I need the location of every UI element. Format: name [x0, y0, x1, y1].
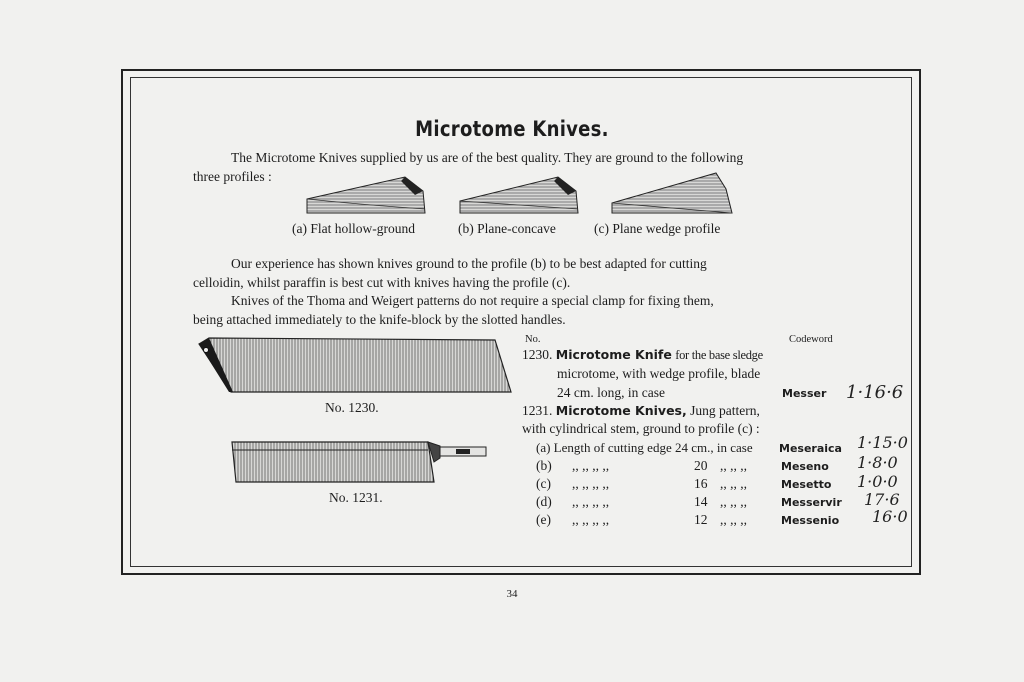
size-row-e-size: 12 [694, 512, 708, 527]
profile-b-illustration [458, 171, 580, 217]
experience-line-2: celloidin, whilst paraffin is best cut with knives having the profile (c). [193, 275, 571, 290]
item-1230-number: 1230. [522, 347, 553, 362]
experience-line-1: Our experience has shown knives ground to the profile (b) to be best adapted for cutting [231, 256, 707, 271]
size-row-a-label: (a) Length of cutting edge 24 cm., in case [536, 440, 753, 455]
experience-paragraph [193, 254, 849, 292]
size-row-e-codeword: Messenio [781, 514, 840, 527]
intro-line-1: The Microtome Knives supplied by us are of the best quality. They are ground to the following [231, 150, 744, 165]
size-row-e-label: (e) [536, 512, 551, 527]
size-row-d-label: (d) [536, 494, 552, 509]
item-1230-desc-2: microtome, with wedge profile, blade [557, 366, 761, 381]
size-row-a-price: 1·15·0 [857, 433, 908, 452]
item-1231-desc-1: Jung pattern, [690, 403, 760, 418]
item-1230-desc-3: 24 cm. long, in case [557, 385, 665, 400]
thoma-line-2: being attached immediately to the knife-block by the slotted handles. [193, 312, 566, 327]
size-row-b-label: (b) [536, 458, 552, 473]
item-1230-line-1 [522, 347, 763, 363]
profile-a-illustration [305, 171, 427, 217]
size-row-c-codeword: Mesetto [781, 478, 832, 491]
size-row-d-codeword: Messervir [781, 496, 842, 509]
page-number: 34 [506, 588, 518, 600]
item-1231-name: Microtome Knives, [555, 403, 687, 418]
size-row-c-size: 16 [694, 476, 708, 491]
item-1230-codeword: Messer [782, 387, 827, 400]
profile-c-illustration [610, 171, 734, 217]
profile-b-label: (b) Plane-concave [458, 221, 556, 236]
thoma-paragraph [193, 291, 849, 329]
profile-a-label: (a) Flat hollow-ground [292, 221, 415, 236]
size-row-e-ditto-2: ,, ,, ,, [720, 512, 747, 527]
intro-line-2: three profiles : [193, 169, 272, 184]
column-header-no: No. [525, 334, 541, 345]
item-1231-desc-2: with cylindrical stem, ground to profile (c) : [522, 421, 760, 436]
size-row-c-price: 1·0·0 [857, 472, 898, 491]
size-row-b-ditto-2: ,, ,, ,, [720, 458, 747, 473]
size-row-e-price: 16·0 [872, 507, 908, 526]
item-1230-name: Microtome Knife [555, 347, 672, 362]
size-row-b-size: 20 [694, 458, 708, 473]
size-row-d-price: 17·6 [864, 490, 900, 509]
item-1230-price: 1·16·6 [846, 382, 904, 403]
column-header-codeword: Codeword [789, 334, 833, 345]
size-row-b-price: 1·8·0 [857, 453, 898, 472]
page-title: Microtome Knives. [415, 117, 609, 141]
size-row-b-codeword: Meseno [781, 460, 829, 473]
size-row-c-label: (c) [536, 476, 551, 491]
size-row-c-ditto: ,, ,, ,, ,, [572, 476, 610, 491]
size-row-b-ditto: ,, ,, ,, ,, [572, 458, 610, 473]
size-row-d-ditto: ,, ,, ,, ,, [572, 494, 610, 509]
size-row-e-ditto: ,, ,, ,, ,, [572, 512, 610, 527]
thoma-line-1: Knives of the Thoma and Weigert patterns do not require a special clamp for fixing them, [231, 293, 714, 308]
item-1230-desc-1: for the base sledge [675, 348, 763, 362]
knife-1230-illustration [195, 336, 515, 396]
size-row-a-codeword: Meseraica [779, 442, 842, 455]
item-1231-line-1 [522, 403, 760, 419]
profile-c-label: (c) Plane wedge profile [594, 221, 721, 236]
size-row-d-ditto-2: ,, ,, ,, [720, 494, 747, 509]
knife-1231-illustration [228, 438, 492, 486]
size-row-d-size: 14 [694, 494, 708, 509]
size-row-c-ditto-2: ,, ,, ,, [720, 476, 747, 491]
knife-1231-caption: No. 1231. [329, 490, 383, 505]
item-1231-number: 1231. [522, 403, 553, 418]
knife-1230-caption: No. 1230. [325, 400, 379, 415]
